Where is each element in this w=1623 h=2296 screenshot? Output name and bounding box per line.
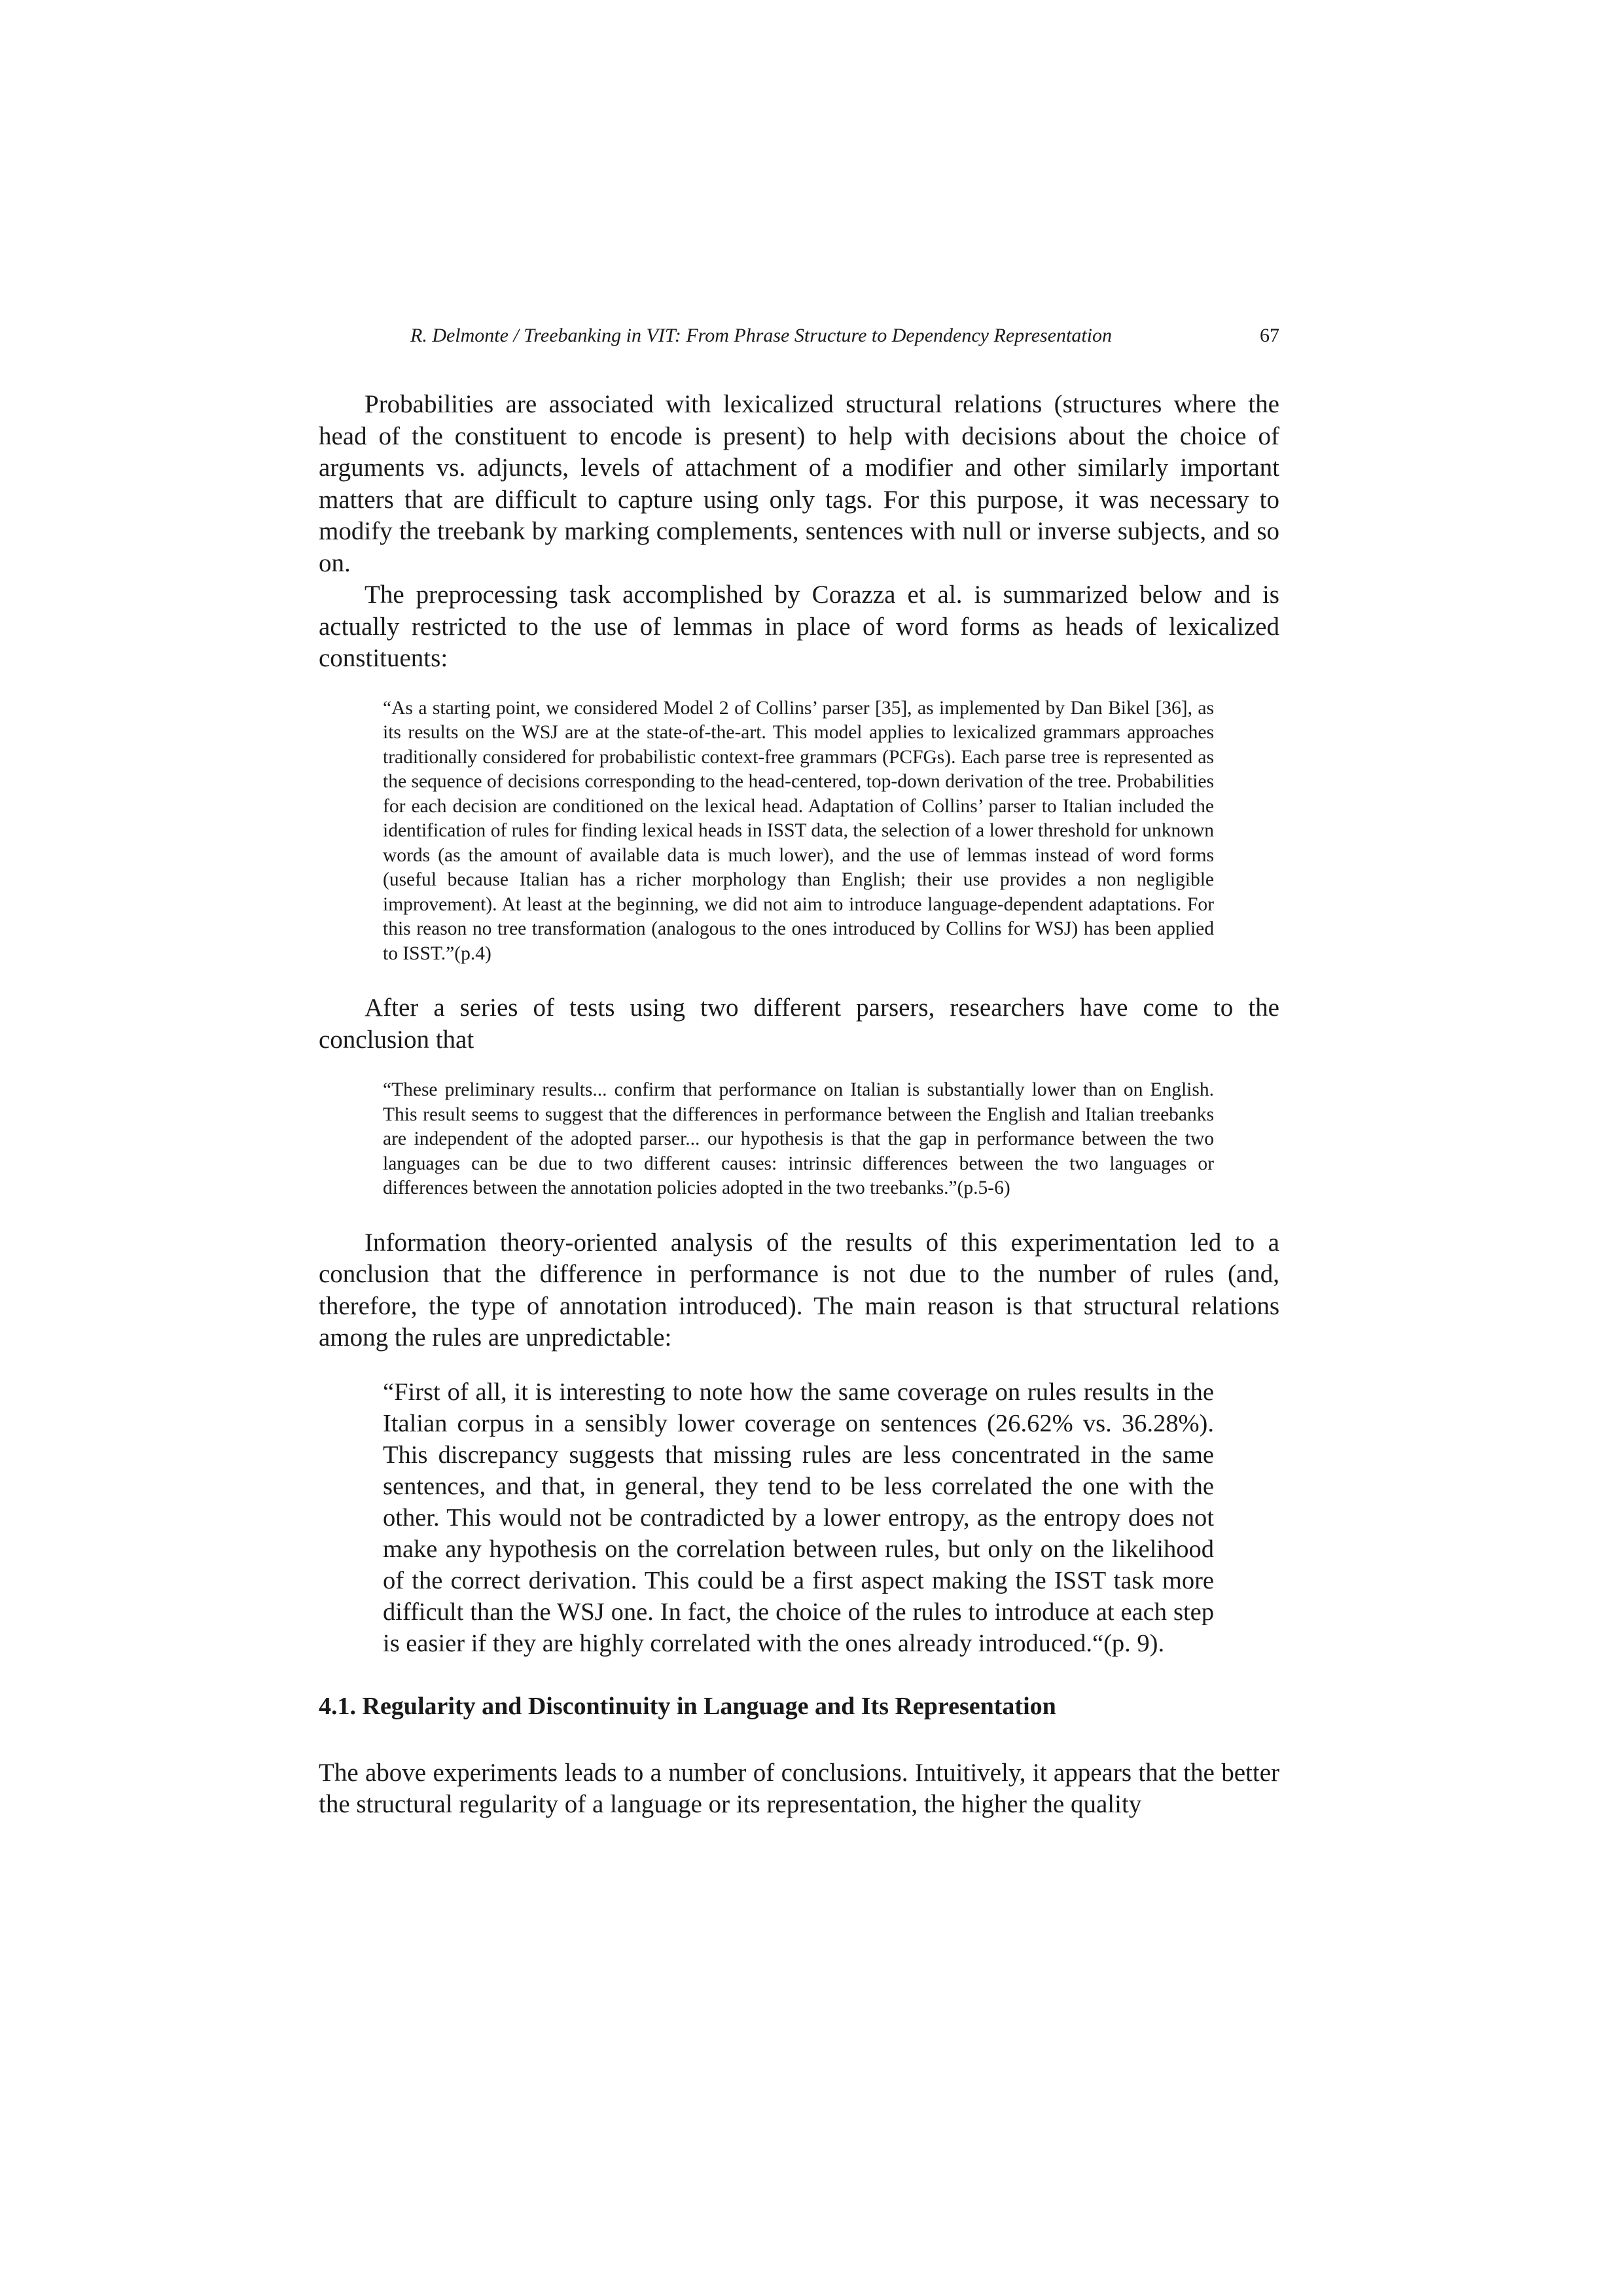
page [319, 319, 1279, 1821]
running-title: R. Delmonte / Treebanking in VIT: From Phrase Structure to Dependency Representation [410, 325, 1113, 346]
paragraph-series-of-tests: After a series of tests using two different parsers, researchers have come to the conclusion that [319, 994, 1279, 1054]
paragraph-information-theory: Information theory-oriented analysis of the results of this experimentation led to a conclusion that the difference in performance is not due to the number of rules (and, therefore, the type of annotation introduced). The main reason is that structural relations among the rules are unpredictable: [319, 1228, 1279, 1352]
page-number: 67 [1260, 325, 1279, 346]
paragraph-preprocessing: The preprocessing task accomplished by Corazza et al. is summarized below and is actually restricted to the use of lemmas in place of word forms as heads of lexicalized constituents: [319, 581, 1279, 672]
paragraph-conclusions: The above experiments leads to a number of conclusions. Intuitively, it appears that the better the structural regularity of a language or its representation, the higher the quality [319, 1758, 1279, 1818]
block-quote-collins-parser: “As a starting point, we considered Model 2 of Collins’ parser [35], as implemented by Dan Bikel [36], as its results on the WSJ are at the state-of-the-art. This model applies to lexicalized grammars approaches traditionally considered for probabilistic context-free grammars (PCFGs). Each parse tree is represented as the sequence of decisions corresponding to the head-centered, top-down derivation of the tree. Probabilities for each decision are conditioned on the lexical head. Adaptation of Collins’ parser to Italian included the identification of rules for finding lexical heads in ISST data, the selection of a lower threshold for unknown words (as the amount of available data is much lower), and the use of lemmas instead of word forms (useful because Italian has a richer morphology than English; their use provides a non negligible improvement). At least at the beginning, we did not aim to introduce language-dependent adaptations. For this reason no tree transformation (analogous to the ones introduced by Collins for WSJ) has been applied to ISST.”(p.4) [383, 697, 1214, 964]
paragraph-probabilities: Probabilities are associated with lexicalized structural relations (structures where the head of the constituent to encode is present) to help with decisions about the choice of arguments vs. adjuncts, levels of attachment of a modifier and other similarly important matters that are difficult to capture using only tags. For this purpose, it was necessary to modify the treebank by marking complements, sentences with null or inverse subjects, and so on. [319, 390, 1279, 577]
section-heading: 4.1. Regularity and Discontinuity in Language and Its Representation [319, 1692, 1056, 1720]
block-quote-coverage: “First of all, it is interesting to note how the same coverage on rules results in the Italian corpus in a sensibly lower coverage on sentences (26.62% vs. 36.28%). This discrepancy suggests that missing rules are less concentrated in the same sentences, and that, in general, they tend to be less correlated the one with the other. This would not be contradicted by a lower entropy, as the entropy does not make any hypothesis on the correlation between rules, but only on the likelihood of the correct derivation. This could be a first aspect making the ISST task more difficult than the WSJ one. In fact, the choice of the rules to introduce at each step is easier if they are highly correlated with the ones already introduced.“(p. 9). [383, 1378, 1214, 1657]
block-quote-preliminary-results: “These preliminary results... confirm that performance on Italian is substantially lower than on English. This result seems to suggest that the differences in performance between the English and Italian treebanks are independent of the adopted parser... our hypothesis is that the gap in performance between the two languages can be due to two different causes: intrinsic differences between the two languages or differences between the annotation policies adopted in the two treebanks.”(p.5-6) [383, 1079, 1214, 1198]
running-head [319, 319, 1279, 352]
